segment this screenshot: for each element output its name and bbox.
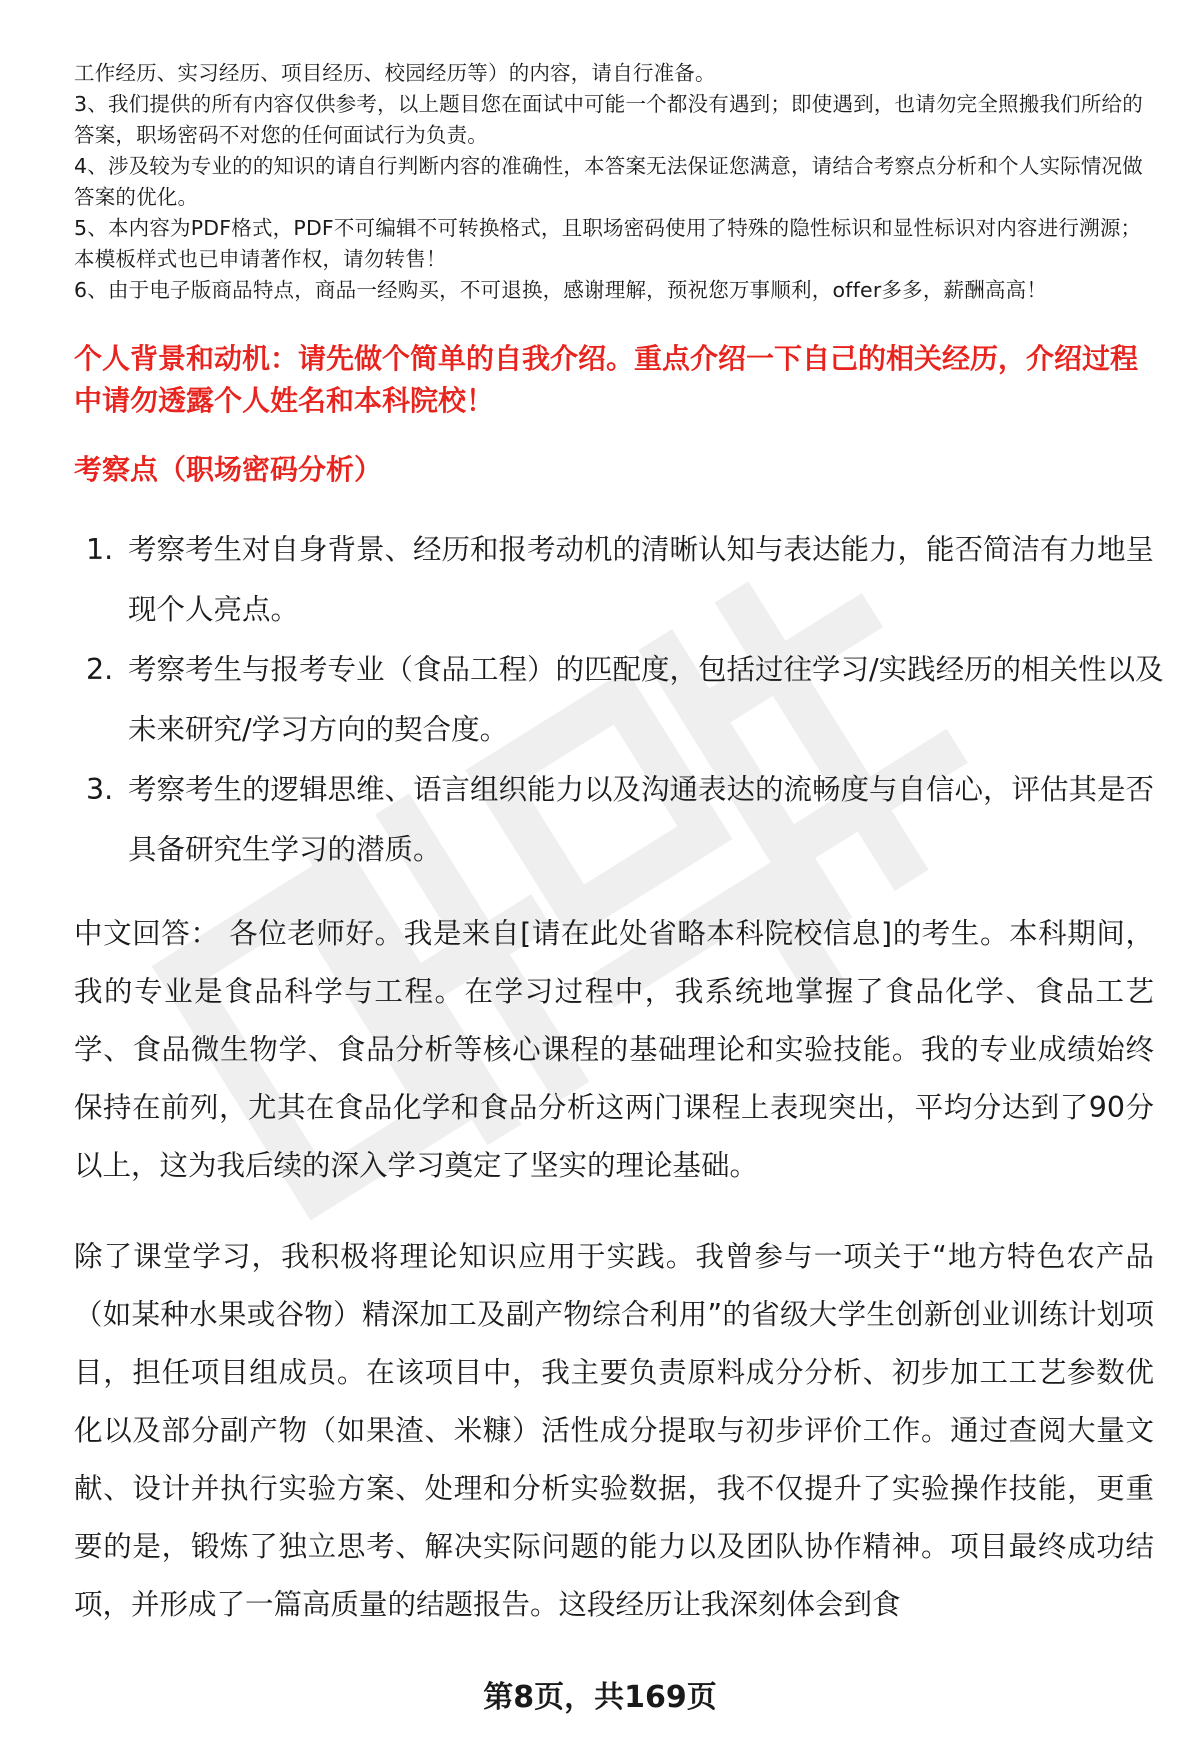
assessment-points-title: 考察点（职场密码分析） xyxy=(74,453,383,486)
answer-paragraph: 中文回答： 各位老师好。我是来自[请在此处省略本科院校信息]的考生。本科期间，我的专业是食品科学与工程。在学习过程中，我系统地掌握了食品化学、食品工艺学、食品微生物学、食品分析等核心课程的基础理论和实验技能。我的专业成绩始终保持在前列，尤其在食品化学和食品分析这两门课程上表现突出，平均分达到了90分以上，这为我后续的深入学习奠定了坚实的理论基础。 xyxy=(74,917,1154,1182)
point-text: 考察考生的逻辑思维、语言组织能力以及沟通表达的流畅度与自信心，评估其是否具备研究生学习的潜质。 xyxy=(128,773,1155,866)
point-text: 考察考生与报考专业（食品工程）的匹配度，包括过往学习/实践经历的相关性以及未来研究/学习方向的契合度。 xyxy=(128,653,1164,746)
assessment-point xyxy=(74,520,1164,640)
point-text: 考察考生对自身背景、经历和报考动机的清晰认知与表达能力，能否简洁有力地呈现个人亮点。 xyxy=(128,533,1155,626)
assessment-point xyxy=(74,640,1164,760)
assessment-point xyxy=(74,760,1164,880)
point-number: 1. xyxy=(86,533,114,566)
note-line: 4、涉及较为专业的的知识的请自行判断内容的准确性，本答案无法保证您满意，请结合考察点分析和个人实际情况做答案的优化。 xyxy=(74,154,1143,209)
point-number: 2. xyxy=(86,653,114,686)
page-number: 第8页，共169页 xyxy=(483,1680,717,1715)
point-number: 3. xyxy=(86,773,114,806)
interview-question: 个人背景和动机：请先做个简单的自我介绍。重点介绍一下自己的相关经历，介绍过程中请勿透露个人姓名和本科院校！ xyxy=(74,342,1139,417)
answer-paragraph: 除了课堂学习，我积极将理论知识应用于实践。我曾参与一项关于“地方特色农产品（如某种水果或谷物）精深加工及副产物综合利用”的省级大学生创新创业训练计划项目，担任项目组成员。在该项目中，我主要负责原料成分分析、初步加工工艺参数优化以及部分副产物（如果渣、米糠）活性成分提取与初步评价工作。通过查阅大量文献、设计并执行实验方案、处理和分析实验数据，我不仅提升了实验操作技能，更重要的是，锻炼了独立思考、解决实际问题的能力以及团队协作精神。项目最终成功结项，并形成了一篇高质量的结题报告。这段经历让我深刻体会到食 xyxy=(74,1240,1154,1621)
note-line: 6、由于电子版商品特点，商品一经购买，不可退换，感谢理解，预祝您万事顺利，offer多多，薪酬高高！ xyxy=(74,278,1048,302)
note-line: 3、我们提供的所有内容仅供参考，以上题目您在面试中可能一个都没有遇到；即使遇到，也请勿完全照搬我们所给的答案，职场密码不对您的任何面试行为负责。 xyxy=(74,92,1143,147)
note-line: 5、本内容为PDF格式，PDF不可编辑不可转换格式，且职场密码使用了特殊的隐性标识和显性标识对内容进行溯源；本模板样式也已申请著作权，请勿转售！ xyxy=(74,216,1142,271)
notes-section xyxy=(74,58,1154,306)
assessment-points-list xyxy=(74,520,1164,880)
note-line: 工作经历、实习经历、项目经历、校园经历等）的内容，请自行准备。 xyxy=(74,61,716,85)
answer-section xyxy=(74,905,1154,1667)
